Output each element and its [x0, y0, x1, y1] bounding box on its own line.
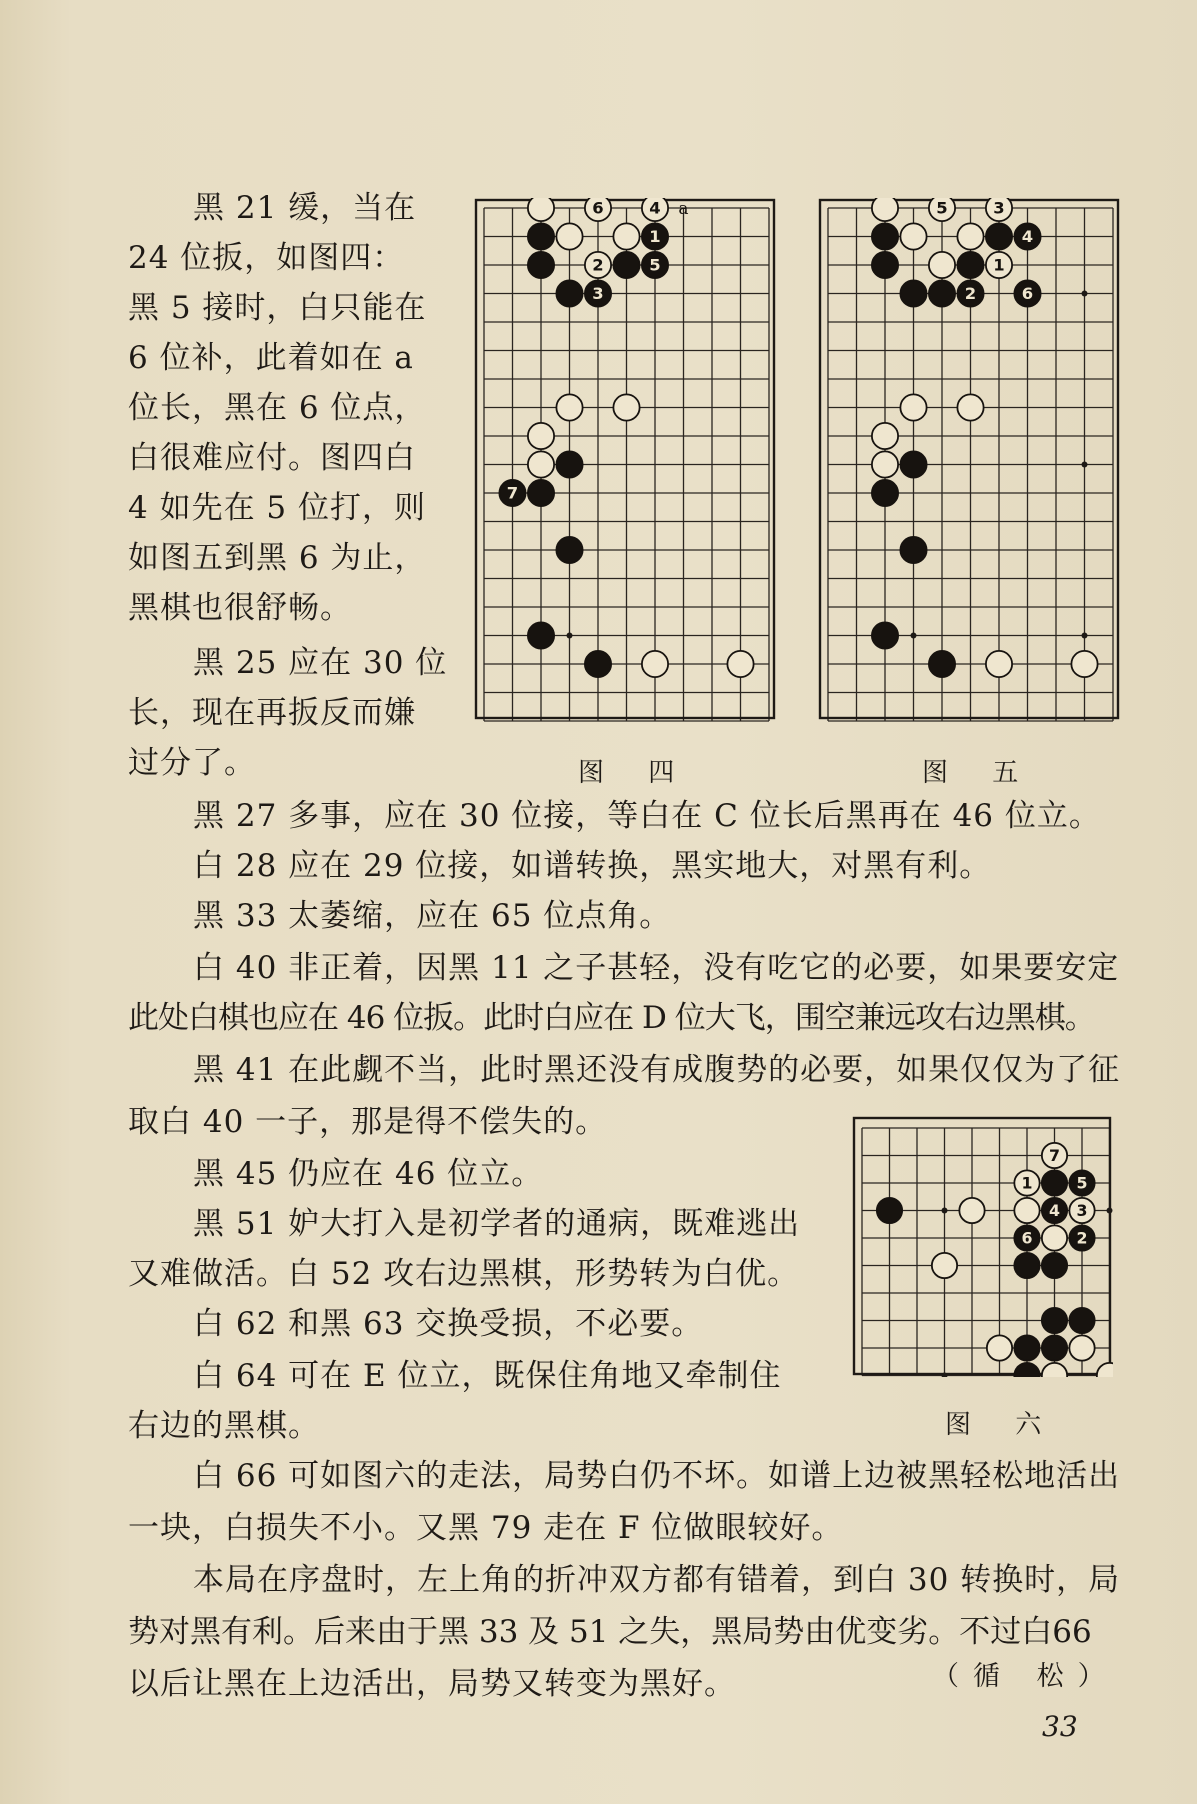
black-stone — [556, 537, 582, 563]
white-stone — [556, 394, 582, 420]
diagram-6-caption: 图 六 — [945, 1410, 1060, 1440]
text-line: 此处白棋也应在 46 位扳。此时白应在 D 位大飞，围空兼远攻右边黑棋。 — [128, 1000, 1095, 1036]
white-stone — [613, 223, 639, 249]
black-stone — [585, 651, 611, 677]
text-line: 右边的黑棋。 — [128, 1408, 320, 1444]
black-stone — [1014, 1253, 1039, 1278]
text-line: 一块，白损失不小。又黑 79 走在 F 位做眼较好。 — [128, 1510, 844, 1546]
text-line: 黑 51 妒大打入是初学者的通病，既难逃出 — [193, 1206, 801, 1242]
text-line: 白 66 可如图六的走法，局势白仍不坏。如谱上边被黑轻松地活出 — [193, 1458, 1121, 1494]
white-stone — [642, 651, 668, 677]
black-stone — [872, 252, 898, 278]
white-stone — [1097, 1363, 1113, 1377]
white-stone — [957, 394, 983, 420]
text-line: 黑 45 仍应在 46 位立。 — [193, 1156, 544, 1192]
white-stone — [872, 423, 898, 449]
black-stone — [872, 480, 898, 506]
black-stone — [556, 451, 582, 477]
black-stone — [929, 651, 955, 677]
white-stone — [900, 394, 926, 420]
white-stone — [929, 252, 955, 278]
black-stone — [613, 252, 639, 278]
stone-number: 6 — [592, 198, 604, 218]
white-stone — [987, 1335, 1012, 1360]
text-line: 黑 5 接时，白只能在 — [128, 290, 427, 326]
go-diagram-4 — [474, 198, 777, 723]
text-line: 取白 40 一子，那是得不偿失的。 — [128, 1104, 608, 1140]
white-stone — [872, 198, 898, 221]
stone-number: 1 — [649, 227, 661, 247]
stone-number: 6 — [1021, 1228, 1033, 1248]
grid-lines — [862, 1128, 1110, 1376]
grid-lines — [484, 208, 769, 721]
black-stone — [900, 537, 926, 563]
white-stone — [1071, 651, 1097, 677]
white-stone — [1042, 1225, 1067, 1250]
white-stone — [727, 651, 753, 677]
black-stone — [1042, 1335, 1067, 1360]
black-stone — [900, 451, 926, 477]
black-stone — [872, 622, 898, 648]
black-stone — [1042, 1170, 1067, 1195]
page-number: 33 — [1042, 1710, 1078, 1743]
stone-number: 3 — [1076, 1200, 1088, 1220]
stone-number: 1 — [993, 255, 1005, 275]
text-line: 白 64 可在 E 位立，既保住角地又牵制住 — [193, 1358, 782, 1394]
stone-number: 2 — [592, 255, 604, 275]
text-line: 本局在序盘时，左上角的折冲双方都有错着，到白 30 转换时，局 — [193, 1562, 1121, 1598]
black-stone — [877, 1198, 902, 1223]
text-line: 白很难应付。图四白 — [128, 440, 416, 476]
point-label: a — [678, 199, 689, 219]
white-stone — [900, 223, 926, 249]
white-stone — [1069, 1335, 1094, 1360]
black-stone — [986, 223, 1012, 249]
white-stone — [1014, 1198, 1039, 1223]
black-stone — [556, 280, 582, 306]
black-stone — [957, 252, 983, 278]
text-line: 黑 33 太萎缩，应在 65 位点角。 — [193, 898, 672, 934]
white-stone — [528, 451, 554, 477]
text-line: 以后让黑在上边活出，局势又转变为黑好。 — [128, 1666, 736, 1702]
white-stone — [957, 223, 983, 249]
black-stone — [1014, 1335, 1039, 1360]
text-line: 白 40 非正着，因黑 11 之子甚轻，没有吃它的必要，如果要安定 — [193, 950, 1120, 986]
white-stone — [613, 394, 639, 420]
text-line: 黑 27 多事，应在 30 位接，等白在 C 位长后黑再在 46 位立。 — [193, 798, 1101, 834]
star-point — [567, 633, 573, 639]
black-stone — [1014, 1363, 1039, 1377]
white-stone — [872, 451, 898, 477]
go-diagram-5 — [818, 198, 1121, 723]
text-line: 6 位补，此着如在 a — [128, 340, 414, 376]
text-line: 黑棋也很舒畅。 — [128, 590, 352, 626]
stone-number: 1 — [1021, 1173, 1033, 1193]
white-stone — [986, 651, 1012, 677]
black-stone — [1042, 1308, 1067, 1333]
white-stone — [528, 198, 554, 221]
black-stone — [528, 252, 554, 278]
go-diagram-6 — [852, 1116, 1113, 1377]
text-line: 白 28 应在 29 位接，如谱转换，黑实地大，对黑有利。 — [193, 848, 992, 884]
black-stone — [528, 223, 554, 249]
white-stone — [556, 223, 582, 249]
stone-number: 3 — [993, 198, 1005, 218]
text-line: 势对黑有利。后来由于黑 33 及 51 之失，黑局势由优变劣。不过白66 — [128, 1614, 1092, 1650]
text-line: 白 62 和黑 63 交换受损，不必要。 — [193, 1306, 704, 1342]
star-point — [1082, 633, 1088, 639]
stone-number: 6 — [1021, 284, 1034, 304]
stone-number: 3 — [592, 284, 604, 304]
text-line: 4 如先在 5 位打，则 — [128, 490, 427, 526]
star-point — [1082, 291, 1088, 297]
star-point — [1107, 1208, 1113, 1214]
black-stone — [872, 223, 898, 249]
white-stone — [932, 1253, 957, 1278]
star-point — [1082, 462, 1088, 468]
black-stone — [1069, 1308, 1094, 1333]
diagram-5-caption: 图 五 — [922, 758, 1037, 788]
diagram-4-caption: 图 四 — [578, 758, 693, 788]
black-stone — [929, 280, 955, 306]
stone-number: 4 — [1021, 227, 1034, 247]
black-stone — [528, 480, 554, 506]
text-line: 位长，黑在 6 位点， — [128, 390, 427, 426]
stone-number: 5 — [1076, 1173, 1088, 1193]
black-stone — [900, 280, 926, 306]
white-stone — [959, 1198, 984, 1223]
author-signature: （循 松） — [932, 1661, 1119, 1692]
star-point — [942, 1208, 948, 1214]
stone-number: 7 — [1049, 1145, 1060, 1165]
text-line: 黑 25 应在 30 位 — [193, 645, 448, 681]
stone-number: 5 — [936, 198, 948, 218]
stone-number: 2 — [964, 284, 977, 304]
black-stone — [1042, 1253, 1067, 1278]
star-point — [911, 633, 917, 639]
text-line: 黑 41 在此觑不当，此时黑还没有成腹势的必要，如果仅仅为了征 — [193, 1052, 1121, 1088]
text-line: 黑 21 缓，当在 — [193, 190, 417, 226]
text-line: 长，现在再扳反而嫌 — [128, 695, 416, 731]
text-line: 过分了。 — [128, 745, 256, 781]
text-line: 如图五到黑 6 为止， — [128, 540, 427, 576]
stone-number: 7 — [506, 483, 519, 503]
black-stone — [528, 622, 554, 648]
stone-number: 5 — [649, 255, 661, 275]
stone-number: 2 — [1076, 1228, 1088, 1248]
text-line: 24 位扳，如图四： — [128, 240, 405, 276]
white-stone — [528, 423, 554, 449]
white-stone — [1042, 1363, 1067, 1377]
stone-number: 4 — [649, 198, 661, 218]
stone-number: 4 — [1049, 1200, 1060, 1220]
text-line: 又难做活。白 52 攻右边黑棋，形势转为白优。 — [128, 1256, 800, 1292]
